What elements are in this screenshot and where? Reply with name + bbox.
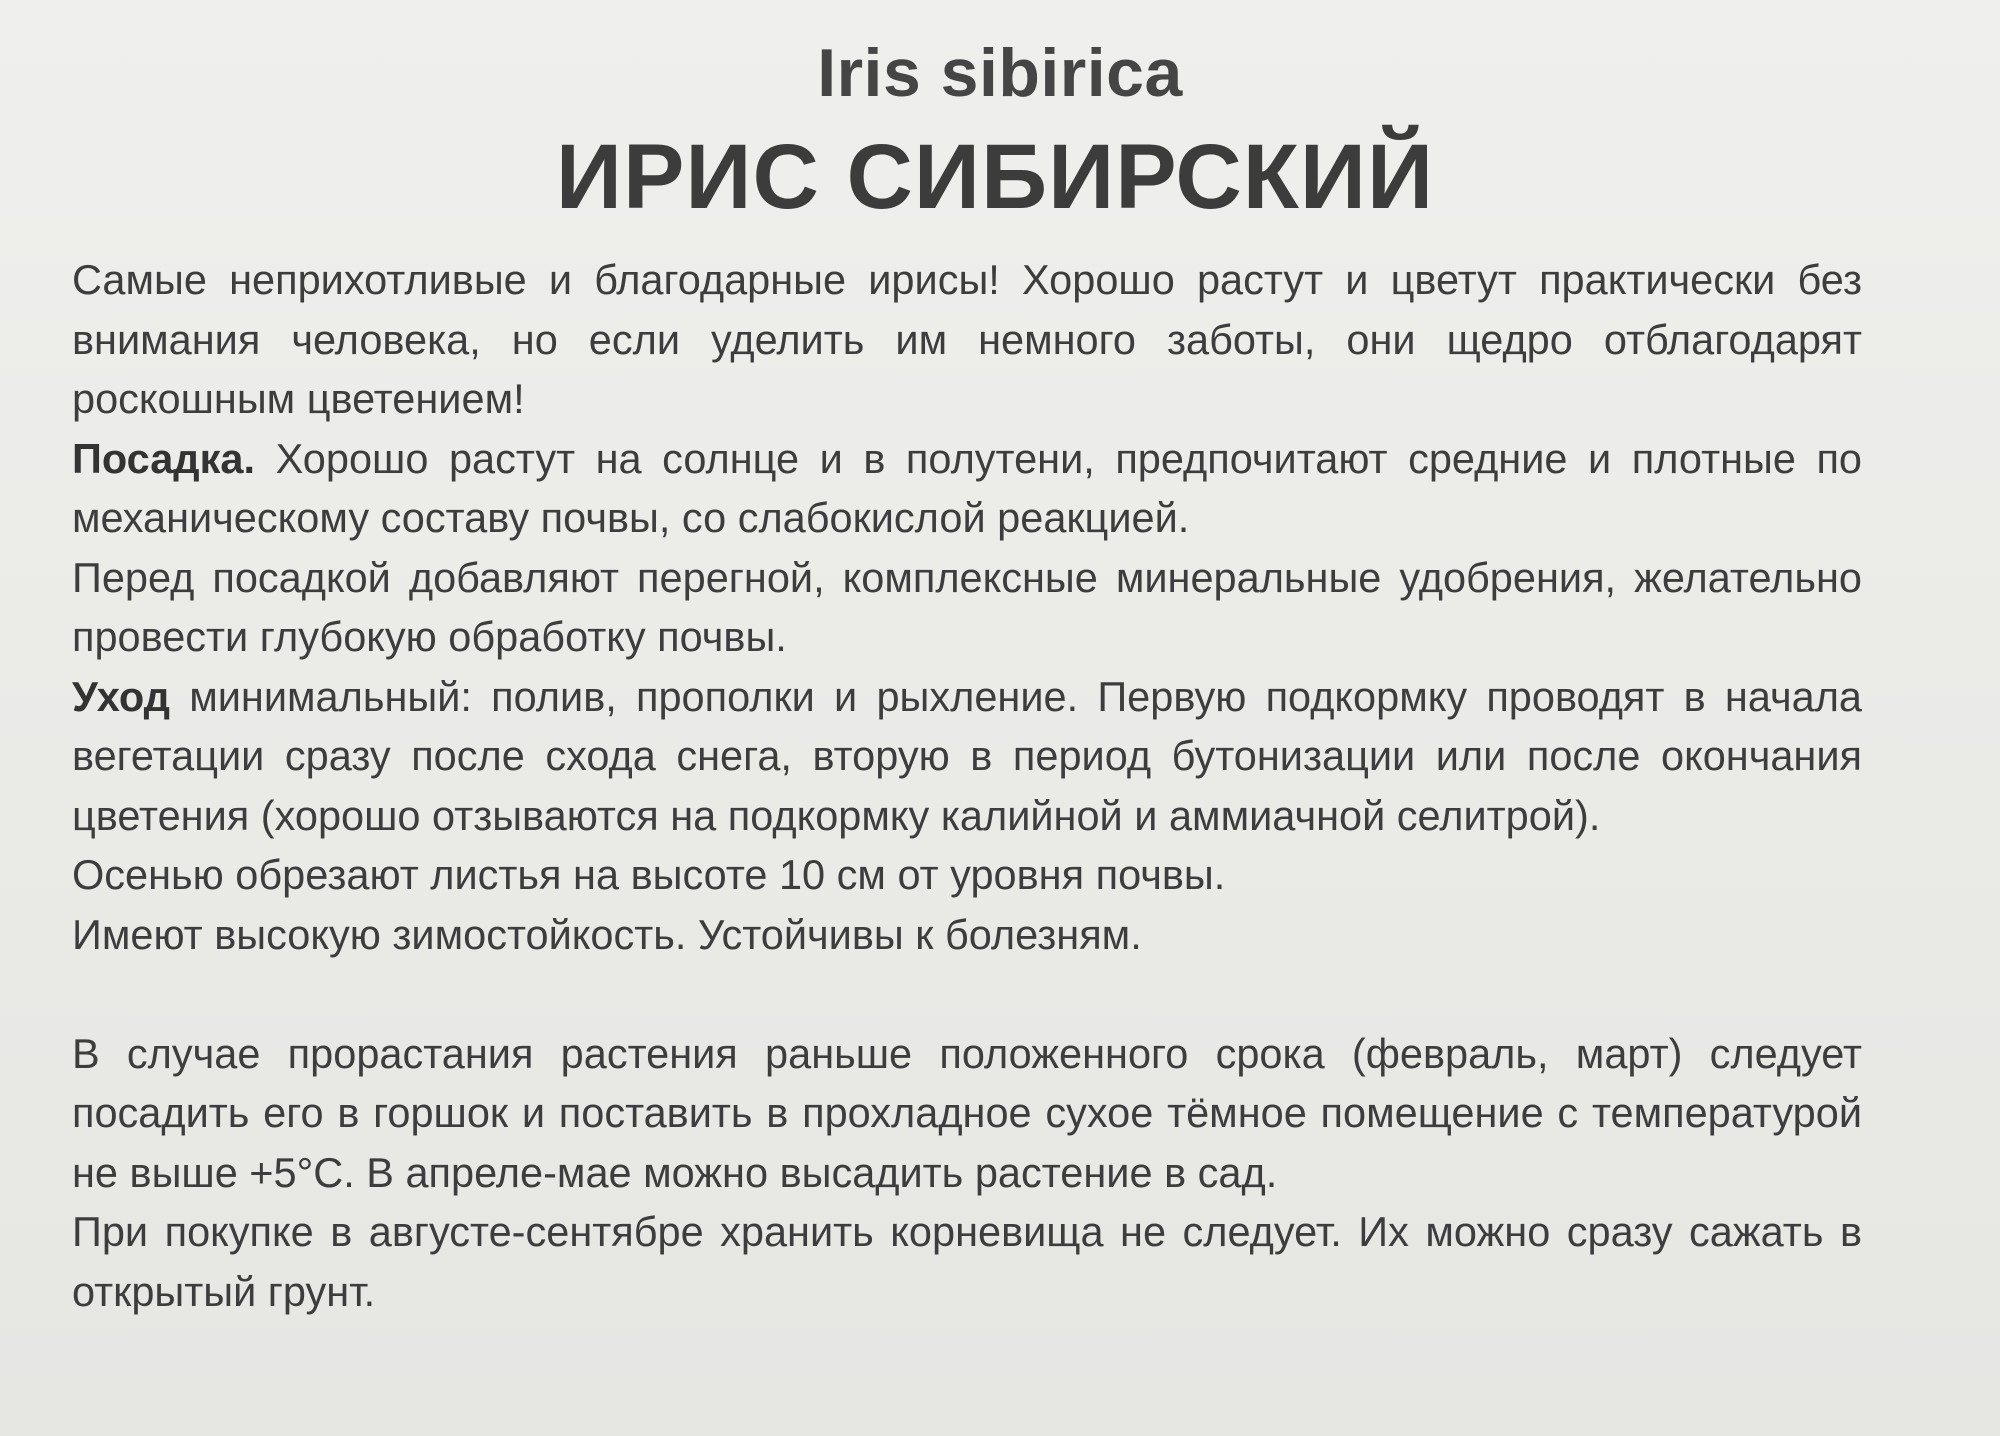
- planting-paragraph: [72, 429, 1862, 548]
- planting-heading: Посадка.: [72, 434, 256, 482]
- care-paragraph: [72, 667, 1862, 846]
- early-sprout-paragraph: В случае прорастания растения раньше положенного срока (февраль, март) следует посадить его в горшок и поставить в прохладное сухое тёмное помещение с температурой не выше +5°С. В апреле-мае можно высадить растение в сад.: [72, 1029, 1862, 1196]
- planting-text: Хорошо растут на солнце и в полутени, предпочитают средние и плотные по механическому составу почвы, со слабокислой реакцией.: [72, 434, 1862, 541]
- page-title: ИРИС СИБИРСКИЙ: [555, 126, 1435, 228]
- purchase-paragraph: При покупке в августе-сентябре хранить корневища не следует. Их можно сразу сажать в открытый грунт.: [72, 1208, 1862, 1315]
- hardiness-paragraph: Имеют высокую зимостойкость. Устойчивы к болезням.: [72, 910, 1142, 958]
- preparation-paragraph: Перед посадкой добавляют перегной, комплексные минеральные удобрения, желательно провести глубокую обработку почвы.: [72, 553, 1862, 660]
- autumn-paragraph: Осенью обрезают листья на высоте 10 см от уровня почвы.: [72, 851, 1226, 898]
- intro-paragraph: Самые неприхотливые и благодарные ирисы! Хорошо растут и цветут практически без внимания человека, но если уделить им немного заботы, они щедро отблагодарят роскошным цветением!: [72, 256, 1862, 422]
- latin-title: Iris sibirica: [817, 35, 1183, 111]
- care-text: минимальный: полив, прополки и рыхление. Первую подкормку проводят в начала вегетации сразу после схода снега, вторую в период бутонизации или после окончания цветения (хорошо отзываются на подкормку калийной и аммиачной селитрой).: [72, 672, 1862, 839]
- paragraph-gap: [72, 964, 1862, 1024]
- document-body: [72, 250, 1862, 1321]
- care-heading: Уход: [72, 672, 170, 720]
